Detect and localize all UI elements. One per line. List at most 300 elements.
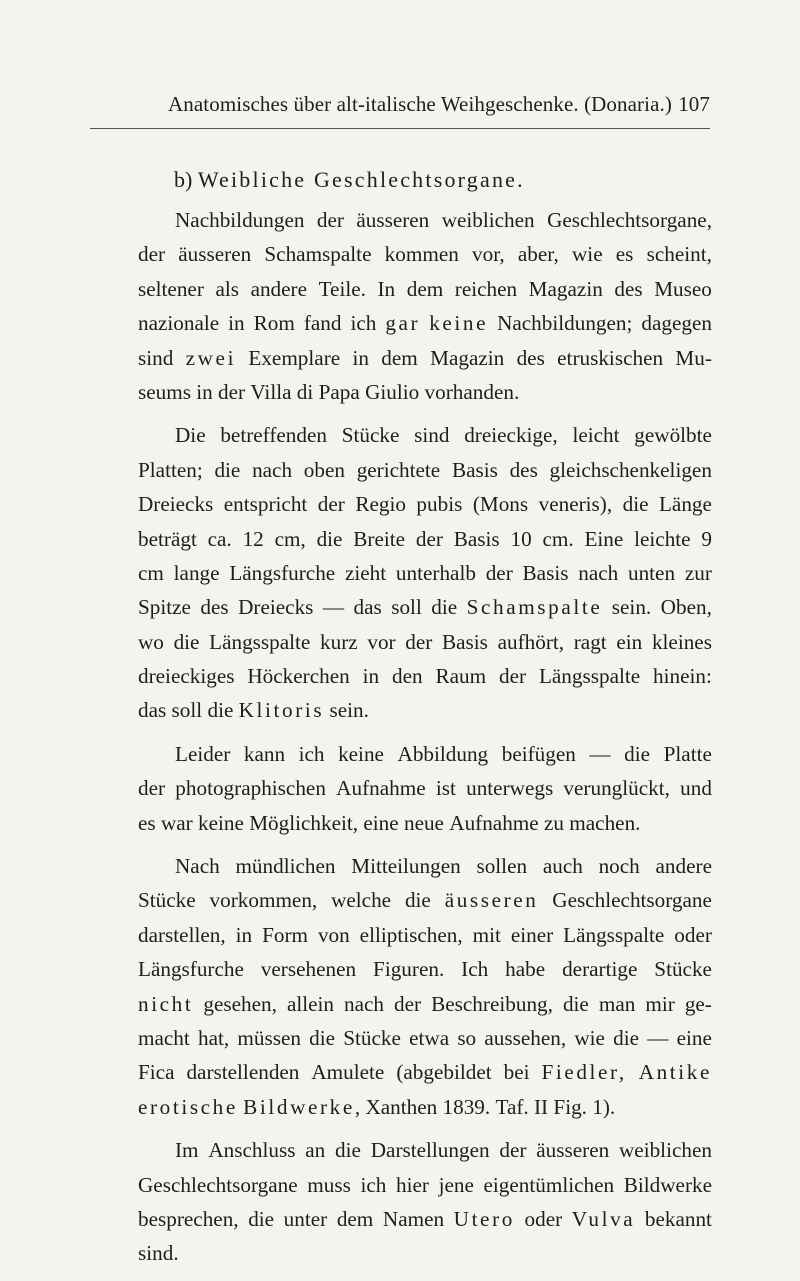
- word: [353, 522, 405, 556]
- word: [562, 952, 637, 986]
- word: [345, 556, 386, 590]
- spaced-emphasis: nicht: [138, 991, 194, 1016]
- word-part: äusseren: [178, 242, 252, 267]
- word-part: welche: [331, 888, 392, 913]
- word: [311, 1055, 384, 1089]
- word-part: bei: [503, 1060, 530, 1085]
- word-part: ist: [435, 776, 456, 801]
- word-part: der: [138, 242, 166, 267]
- word: [338, 737, 384, 771]
- word-part: ich: [350, 311, 377, 336]
- word: [472, 237, 505, 271]
- word-part: die: [431, 595, 458, 620]
- word: [645, 987, 674, 1021]
- word-part: des: [614, 276, 643, 301]
- word-part: neue: [403, 810, 444, 835]
- word: [614, 272, 642, 306]
- word-part: Leider: [175, 741, 231, 766]
- word: [208, 1133, 295, 1167]
- word-part: gleichschenkeligen: [549, 457, 712, 482]
- text-line: [138, 883, 712, 917]
- word-part: 9: [701, 526, 712, 551]
- word-part: die: [316, 526, 343, 551]
- word: [466, 771, 553, 805]
- word: [319, 272, 366, 306]
- word: [510, 453, 538, 487]
- word-part: Giulio: [365, 379, 420, 404]
- section-heading: [174, 167, 525, 193]
- word-part: mit: [472, 922, 501, 947]
- word: [210, 883, 318, 917]
- word: [431, 987, 553, 1021]
- text-line: [138, 375, 712, 409]
- word: [544, 806, 564, 840]
- word-part: mir: [645, 991, 675, 1016]
- word-part: leicht: [572, 423, 620, 448]
- word: [392, 659, 423, 693]
- word-part: die: [173, 629, 200, 654]
- word: [138, 1202, 239, 1236]
- word: [317, 522, 343, 556]
- word-part: hat,: [197, 1025, 230, 1050]
- word-part: Spitze: [138, 595, 191, 620]
- word: [442, 625, 488, 659]
- text-line: [138, 1021, 712, 1055]
- word-part: Oben,: [660, 595, 712, 620]
- text-line: [138, 952, 712, 986]
- text-line: [138, 487, 712, 521]
- word-part: Aufnahme: [336, 776, 426, 801]
- word: [525, 1202, 563, 1236]
- text-line: [138, 272, 712, 306]
- word-part: der: [317, 492, 345, 517]
- word-part: nazionale: [138, 311, 220, 336]
- word: [396, 1168, 429, 1202]
- word-part: Höckerchen: [247, 664, 350, 689]
- word: [365, 375, 419, 409]
- word-part: 12: [242, 526, 264, 551]
- word-part: Platte: [663, 741, 712, 766]
- word-part: die: [248, 1206, 275, 1231]
- word: [467, 590, 603, 624]
- word: [457, 1021, 476, 1055]
- word: [200, 590, 228, 624]
- word-part: Figuren.: [373, 957, 445, 982]
- text-line: [138, 1090, 712, 1124]
- word-part: der: [499, 1138, 527, 1163]
- text-line: [138, 1055, 712, 1089]
- word-part: sein.: [329, 698, 369, 723]
- word: [685, 556, 712, 590]
- word: [563, 771, 670, 805]
- word: [249, 806, 358, 840]
- word: [138, 306, 219, 340]
- word: [175, 771, 326, 805]
- word-part: aufhört,: [497, 629, 565, 654]
- word: [536, 1133, 609, 1167]
- word: [239, 693, 325, 727]
- word: [363, 806, 398, 840]
- word-part: II: [534, 1094, 549, 1119]
- word: [344, 987, 384, 1021]
- word-part: Basis: [451, 457, 498, 482]
- word-part: (abgebildet: [396, 1060, 492, 1085]
- word: [297, 375, 313, 409]
- word: [499, 1133, 526, 1167]
- word-part: 10: [510, 526, 532, 551]
- word: [138, 1090, 238, 1124]
- word: [563, 918, 664, 952]
- word-part: Aufnahme: [449, 810, 539, 835]
- word-part: dagegen: [641, 311, 712, 336]
- word-part: leichte: [634, 526, 691, 551]
- word: [196, 375, 212, 409]
- word: [248, 341, 340, 375]
- word-part: dreieckiges: [138, 664, 235, 689]
- word-part: eigentümlichen: [483, 1172, 615, 1197]
- text-line: [138, 659, 712, 693]
- word-part: Fica: [138, 1060, 175, 1085]
- word-part: der: [499, 664, 527, 689]
- word-part: machen.: [569, 810, 641, 835]
- word: [443, 1090, 491, 1124]
- word: [563, 987, 589, 1021]
- word-part: 1839.: [442, 1094, 491, 1119]
- word-part: in: [352, 345, 369, 370]
- word-part: reichen: [454, 276, 518, 301]
- word: [572, 1202, 636, 1236]
- word: [431, 590, 457, 624]
- word: [539, 487, 613, 521]
- word: [624, 1168, 712, 1202]
- word-part: cm: [138, 560, 164, 585]
- word-part: die: [624, 741, 651, 766]
- word-part: betreffenden: [220, 423, 327, 448]
- word-part: zur: [684, 560, 712, 585]
- word: [495, 1090, 528, 1124]
- word-part: muss: [307, 1172, 351, 1197]
- word: [138, 341, 173, 375]
- word: [138, 659, 234, 693]
- word: [416, 487, 462, 521]
- page-number: 107: [678, 92, 710, 116]
- word: [634, 522, 690, 556]
- word-part: soll: [391, 595, 422, 620]
- word-part: versehenen: [260, 957, 357, 982]
- word: [574, 1021, 605, 1055]
- word-part: war: [160, 810, 193, 835]
- spaced-emphasis: Utero: [453, 1206, 515, 1231]
- word-part: scheint,: [646, 242, 712, 267]
- word-part: Dreiecks: [238, 595, 314, 620]
- word: [517, 341, 545, 375]
- word: [175, 1133, 199, 1167]
- word-part: vor,: [472, 242, 505, 267]
- word: [208, 522, 232, 556]
- word-part: Nach: [175, 854, 220, 879]
- word: [354, 590, 382, 624]
- word: [235, 849, 335, 883]
- word-part: Amulete: [311, 1060, 385, 1085]
- word-part: keine: [198, 810, 244, 835]
- word-part: Raum: [435, 664, 487, 689]
- text-line: [138, 987, 712, 1021]
- word-part: eine: [363, 810, 399, 835]
- word: [510, 522, 531, 556]
- word: [360, 918, 463, 952]
- word-part: fand: [303, 311, 342, 336]
- word: [661, 590, 712, 624]
- word: [578, 556, 618, 590]
- word-part: —: [589, 741, 611, 766]
- word-part: von: [317, 922, 350, 947]
- word-part: Magazin: [528, 276, 603, 301]
- word: [680, 771, 712, 805]
- word: [261, 952, 356, 986]
- word-part: Xanthen: [365, 1094, 438, 1119]
- word-part: unterhalb: [395, 560, 476, 585]
- word: [138, 952, 244, 986]
- word-part: das: [353, 595, 382, 620]
- word: [251, 272, 307, 306]
- text-line: [138, 203, 712, 237]
- word-part: allein: [286, 991, 335, 1016]
- word: [228, 306, 244, 340]
- word-part: wo: [138, 629, 164, 654]
- word-part: nach: [344, 991, 385, 1016]
- word: [318, 918, 350, 952]
- word-part: etruskischen: [557, 345, 664, 370]
- word: [404, 806, 444, 840]
- word-part: der: [394, 991, 422, 1016]
- text-line: [138, 1168, 712, 1202]
- text-line: [138, 418, 712, 452]
- word: [304, 453, 345, 487]
- word: [174, 625, 200, 659]
- word: [701, 522, 712, 556]
- word-part: die: [309, 1025, 336, 1050]
- word-part: verunglückt,: [563, 776, 670, 801]
- word: [323, 590, 344, 624]
- word: [616, 237, 634, 271]
- word-part: müssen: [237, 1025, 301, 1050]
- word: [647, 237, 712, 271]
- word: [498, 625, 564, 659]
- word-part: einer: [510, 922, 554, 947]
- word-part: mündlichen: [235, 854, 336, 879]
- word: [612, 590, 651, 624]
- word-part: nach: [252, 457, 293, 482]
- word: [247, 659, 349, 693]
- word: [335, 1133, 361, 1167]
- word-part: die: [335, 1138, 361, 1163]
- word: [592, 1090, 615, 1124]
- word: [398, 737, 489, 771]
- word-part: Geschlechtsorgane,: [547, 208, 712, 232]
- word: [534, 1090, 548, 1124]
- word: [236, 918, 252, 952]
- word: [405, 883, 431, 917]
- word: [262, 918, 308, 952]
- word-part: Magazin: [430, 345, 505, 370]
- word: [623, 487, 649, 521]
- word: [449, 806, 538, 840]
- word-part: Dreiecks: [138, 492, 214, 517]
- word-part: vorhanden.: [424, 379, 520, 404]
- word-part: des: [200, 595, 229, 620]
- word-part: seltener: [138, 276, 204, 301]
- word-part: beifügen: [501, 741, 576, 766]
- word: [439, 1168, 474, 1202]
- word-part: ein: [616, 629, 643, 654]
- word: [357, 453, 441, 487]
- paragraph: [138, 1133, 712, 1271]
- word: [363, 659, 379, 693]
- word-part: die: [214, 457, 241, 482]
- word: [186, 1055, 299, 1089]
- word: [529, 272, 603, 306]
- word-part: etwa: [409, 1025, 450, 1050]
- word: [624, 737, 650, 771]
- word: [486, 556, 513, 590]
- word: [641, 306, 712, 340]
- word-part: oder: [674, 922, 712, 947]
- spaced-emphasis: zwei: [185, 345, 237, 370]
- word-part: Länge: [658, 492, 712, 517]
- word-part: ragt: [573, 629, 607, 654]
- word-part: in: [196, 379, 213, 404]
- word-part: Die: [175, 423, 206, 448]
- word: [224, 487, 308, 521]
- word: [589, 737, 610, 771]
- word-part: Rom: [253, 311, 295, 336]
- word: [461, 952, 488, 986]
- word: [138, 1021, 190, 1055]
- word-part: beträgt: [138, 526, 197, 551]
- spaced-emphasis: Fiedler,: [541, 1060, 627, 1085]
- word-part: bekannt: [644, 1206, 712, 1231]
- word: [138, 918, 226, 952]
- word: [138, 625, 164, 659]
- word-part: unten: [627, 560, 676, 585]
- text-line: [138, 522, 712, 556]
- word: [483, 1168, 614, 1202]
- word-part: wie: [572, 242, 603, 267]
- word-part: sind: [138, 345, 174, 370]
- word-part: Basis: [522, 560, 569, 585]
- word: [138, 1168, 298, 1202]
- word: [351, 849, 460, 883]
- word-part: unter: [283, 1206, 328, 1231]
- word: [138, 522, 197, 556]
- text-line: [138, 453, 712, 487]
- word: [331, 883, 391, 917]
- word: [186, 341, 236, 375]
- word: [138, 987, 193, 1021]
- word-part: ge-: [684, 991, 712, 1016]
- paragraph: [138, 203, 712, 409]
- word-part: Breite: [353, 526, 406, 551]
- word: [639, 1055, 712, 1089]
- word-part: des: [516, 345, 545, 370]
- word-part: elliptischen,: [359, 922, 463, 947]
- word-part: Platten;: [138, 457, 203, 482]
- word: [198, 1021, 229, 1055]
- word-part: Bildwerke: [623, 1172, 712, 1197]
- text-line: [138, 737, 712, 771]
- word: [652, 625, 712, 659]
- spaced-emphasis: keine: [429, 311, 489, 336]
- word-part: habe: [505, 957, 546, 982]
- word: [378, 272, 396, 306]
- word-part: die: [613, 1025, 640, 1050]
- word: [645, 1202, 712, 1236]
- word-part: Museo: [654, 276, 712, 301]
- word: [250, 375, 291, 409]
- word-part: di: [296, 379, 314, 404]
- word: [352, 341, 368, 375]
- word: [497, 306, 632, 340]
- word-part: die: [404, 888, 431, 913]
- word: [619, 1133, 712, 1167]
- word-part: als: [215, 276, 239, 301]
- text-line: [138, 1236, 712, 1270]
- word-part: Geschlechtsorgane: [138, 1172, 298, 1197]
- word-part: —: [647, 1025, 669, 1050]
- text-line: [138, 918, 712, 952]
- word: [284, 1202, 328, 1236]
- word-part: keine: [338, 741, 384, 766]
- word: [138, 375, 191, 409]
- spaced-emphasis: Antike: [638, 1060, 712, 1085]
- word: [523, 556, 569, 590]
- word-part: gerichtete: [356, 457, 441, 482]
- word-part: Längsfurche: [229, 560, 336, 585]
- word-part: derartige: [562, 957, 638, 982]
- word-part: äusseren: [536, 1138, 610, 1163]
- word-part: darstellen,: [138, 922, 226, 947]
- word: [138, 771, 165, 805]
- word-part: ich: [360, 1172, 387, 1197]
- word: [350, 306, 376, 340]
- spaced-emphasis: Bildwerke: [243, 1094, 355, 1119]
- text-line: [138, 341, 712, 375]
- word: [473, 487, 528, 521]
- word-part: oder: [524, 1206, 563, 1231]
- word-part: der: [218, 379, 246, 404]
- word: [373, 952, 444, 986]
- word-part: auch: [542, 854, 583, 879]
- word: [237, 1021, 301, 1055]
- word-part: Schamspalte: [264, 242, 372, 267]
- word: [214, 453, 240, 487]
- word-part: zu: [544, 810, 564, 835]
- word-part: darstellenden: [186, 1060, 300, 1085]
- spaced-emphasis: äusseren: [444, 888, 539, 913]
- word: [319, 375, 360, 409]
- word: [473, 918, 501, 952]
- text-line: [138, 306, 712, 340]
- word: [360, 1168, 386, 1202]
- word-part: Mu-: [675, 345, 712, 370]
- spaced-emphasis: erotische: [138, 1094, 238, 1119]
- word: [198, 806, 244, 840]
- word: [654, 952, 712, 986]
- word: [317, 203, 344, 237]
- word: [396, 1055, 491, 1089]
- word: [320, 625, 358, 659]
- word-part: Längsspalte: [209, 629, 311, 654]
